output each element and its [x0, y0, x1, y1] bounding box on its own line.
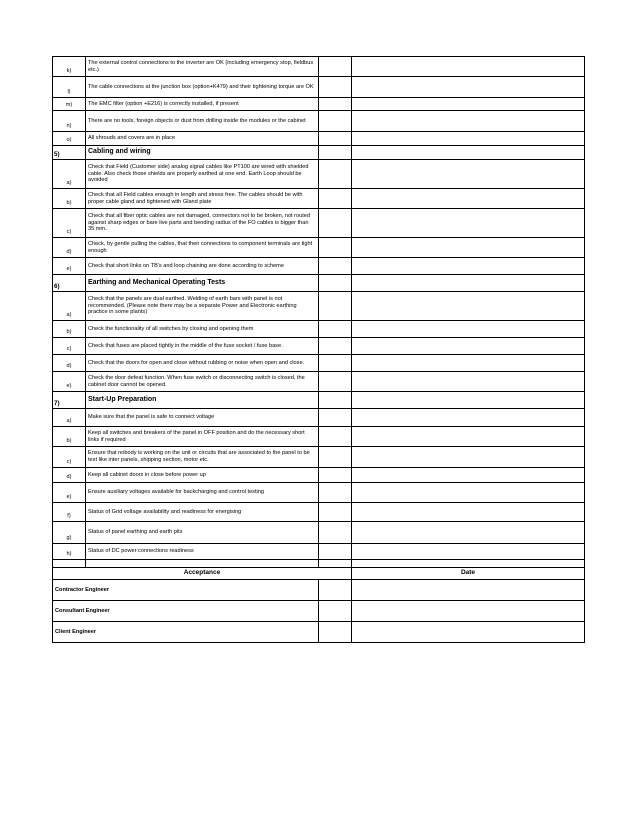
status-cell[interactable] [319, 355, 352, 372]
empty-cell [86, 560, 319, 568]
remarks-cell[interactable] [352, 522, 585, 544]
checklist-row [53, 503, 585, 522]
date-heading: Date [352, 568, 585, 580]
item-description: Status of DC power connections readiness [86, 544, 319, 560]
status-cell[interactable] [319, 238, 352, 258]
item-description: Check that all Field cables enough in length and stress free. The cables should be with proper cable gland and tightened with Gland plate [86, 189, 319, 209]
checklist-row [53, 209, 585, 238]
checklist-row [53, 372, 585, 392]
checklist-row [53, 427, 585, 447]
signer-contractor-signature-cell[interactable] [319, 580, 352, 601]
section-header-row [53, 146, 585, 160]
status-cell[interactable] [319, 209, 352, 238]
checklist-row [53, 132, 585, 146]
status-cell[interactable] [319, 338, 352, 355]
status-cell[interactable] [319, 447, 352, 468]
item-label: d) [53, 468, 86, 483]
item-description: Make sure that the panel is safe to connect voltage [86, 409, 319, 427]
status-cell[interactable] [319, 160, 352, 189]
section-number: 6) [53, 275, 86, 292]
item-label: f) [53, 503, 86, 522]
remarks-cell[interactable] [352, 111, 585, 132]
remarks-cell[interactable] [352, 338, 585, 355]
checklist-row [53, 160, 585, 189]
spacer-row [53, 560, 585, 568]
status-cell[interactable] [319, 146, 352, 160]
section-title: Start-Up Preparation [86, 392, 319, 409]
status-cell[interactable] [319, 189, 352, 209]
checklist-row [53, 355, 585, 372]
status-cell[interactable] [319, 468, 352, 483]
signer-contractor-engineer: Contractor Engineer [53, 580, 319, 601]
status-cell[interactable] [319, 258, 352, 275]
item-label: g) [53, 522, 86, 544]
item-label: c) [53, 338, 86, 355]
item-label: m) [53, 98, 86, 111]
status-cell[interactable] [319, 544, 352, 560]
remarks-cell[interactable] [352, 447, 585, 468]
remarks-cell[interactable] [352, 355, 585, 372]
checklist-row [53, 409, 585, 427]
status-cell[interactable] [319, 275, 352, 292]
item-description: All shrouds and covers are in place [86, 132, 319, 146]
remarks-cell[interactable] [352, 57, 585, 77]
signer-row [53, 601, 585, 622]
status-cell[interactable] [319, 321, 352, 338]
item-description: The EMC filter (option +E216) is correctly installed, if present [86, 98, 319, 111]
item-description: Check that fuses are placed tightly in the middle of the fuse socket / fuse base. [86, 338, 319, 355]
item-label: c) [53, 209, 86, 238]
item-label: d) [53, 355, 86, 372]
section-number: 5) [53, 146, 86, 160]
remarks-cell[interactable] [352, 544, 585, 560]
checklist-row [53, 77, 585, 98]
status-cell[interactable] [319, 57, 352, 77]
status-cell[interactable] [319, 98, 352, 111]
acceptance-header-row [53, 568, 585, 580]
checklist-row [53, 292, 585, 321]
remarks-cell[interactable] [352, 427, 585, 447]
remarks-cell[interactable] [352, 77, 585, 98]
item-label: d) [53, 238, 86, 258]
remarks-cell[interactable] [352, 483, 585, 503]
section-title: Cabling and wiring [86, 146, 319, 160]
item-description: Check that all fiber optic cables are not damaged, connectors not to be broken, not routed against sharp edges or bare live parts and bending radius of the FO cables is bigger than 35 mm. [86, 209, 319, 238]
remarks-cell[interactable] [352, 258, 585, 275]
item-description: There are no tools, foreign objects or dust from drilling inside the modules or the cabinet [86, 111, 319, 132]
status-cell[interactable] [319, 292, 352, 321]
item-label: h) [53, 544, 86, 560]
item-description: Status of Grid voltage availability and readiness for energising [86, 503, 319, 522]
acceptance-heading: Acceptance [53, 568, 352, 580]
section-header-row [53, 275, 585, 292]
item-description: Check, by gentle pulling the cables, that their connections to component terminals are tight enough [86, 238, 319, 258]
status-cell[interactable] [319, 111, 352, 132]
item-description: The external control connections to the inverter are OK (including emergency stop, fieldbus etc.) [86, 57, 319, 77]
checklist-row [53, 238, 585, 258]
signer-client-signature-cell[interactable] [319, 622, 352, 643]
status-cell[interactable] [319, 77, 352, 98]
item-description: The cable connections at the junction box (option+K479) and their tightening torque are OK [86, 77, 319, 98]
remarks-cell[interactable] [352, 292, 585, 321]
remarks-cell[interactable] [352, 372, 585, 392]
signer-contractor-date-cell[interactable] [352, 580, 585, 601]
item-description: Keep all switches and breakers of the panel in OFF position and do the necessary short links if required [86, 427, 319, 447]
remarks-cell[interactable] [352, 238, 585, 258]
signer-consultant-engineer: Consultant Engineer [53, 601, 319, 622]
empty-cell [53, 560, 86, 568]
remarks-cell[interactable] [352, 321, 585, 338]
item-label: b) [53, 321, 86, 338]
checklist-row [53, 544, 585, 560]
checklist-row [53, 57, 585, 77]
status-cell[interactable] [319, 522, 352, 544]
item-label: l) [53, 77, 86, 98]
checklist-row [53, 189, 585, 209]
signer-consultant-signature-cell[interactable] [319, 601, 352, 622]
status-cell[interactable] [319, 483, 352, 503]
signer-client-engineer: Client Engineer [53, 622, 319, 643]
checklist-row [53, 338, 585, 355]
status-cell[interactable] [319, 132, 352, 146]
remarks-cell[interactable] [352, 160, 585, 189]
item-label: b) [53, 427, 86, 447]
checklist-row [53, 447, 585, 468]
item-label: b) [53, 189, 86, 209]
remarks-cell[interactable] [352, 409, 585, 427]
remarks-cell[interactable] [352, 146, 585, 160]
checklist-row [53, 98, 585, 111]
empty-cell [352, 560, 585, 568]
empty-cell [319, 560, 352, 568]
remarks-cell[interactable] [352, 132, 585, 146]
item-description: Keep all cabinet doors in close before power up [86, 468, 319, 483]
remarks-cell[interactable] [352, 189, 585, 209]
checklist-row [53, 111, 585, 132]
remarks-cell[interactable] [352, 209, 585, 238]
remarks-cell[interactable] [352, 503, 585, 522]
status-cell[interactable] [319, 372, 352, 392]
remarks-cell[interactable] [352, 275, 585, 292]
checklist-row [53, 483, 585, 503]
item-description: Check that short links on TB's and loop chaining are done according to scheme [86, 258, 319, 275]
signer-row [53, 622, 585, 643]
status-cell[interactable] [319, 427, 352, 447]
item-description: Check the door defeat function. When fuse switch or disconnecting switch is closed, the cabinet door cannot be opened. [86, 372, 319, 392]
item-label: e) [53, 372, 86, 392]
item-description: Check that the panels are dual earthed. Welding of earth bars with panel is not recommended. (Please note there may be a separate Power and Electronic earthing practice in some plants) [86, 292, 319, 321]
item-label: a) [53, 160, 86, 189]
item-label: o) [53, 132, 86, 146]
checklist-row [53, 468, 585, 483]
signer-consultant-date-cell[interactable] [352, 601, 585, 622]
item-label: e) [53, 258, 86, 275]
checklist-row [53, 258, 585, 275]
item-description: Ensure that nobody is working on the unit or circuits that are associated to the panel to be test like inter panels, shipping section, motor etc. [86, 447, 319, 468]
status-cell[interactable] [319, 503, 352, 522]
checklist-row [53, 522, 585, 544]
item-label: e) [53, 483, 86, 503]
status-cell[interactable] [319, 409, 352, 427]
item-description: Status of panel earthing and earth pits [86, 522, 319, 544]
item-description: Ensure auxiliary voltages available for backcharging and control testing [86, 483, 319, 503]
section-number: 7) [53, 392, 86, 409]
remarks-cell[interactable] [352, 392, 585, 409]
item-label: c) [53, 447, 86, 468]
item-label: k) [53, 57, 86, 77]
item-description: Check that the doors for open and close without rubbing or noise when open and close. [86, 355, 319, 372]
signer-row [53, 580, 585, 601]
signer-client-date-cell[interactable] [352, 622, 585, 643]
status-cell[interactable] [319, 392, 352, 409]
item-description: Check the functionality of all switches by closing and opening them [86, 321, 319, 338]
remarks-cell[interactable] [352, 468, 585, 483]
checklist-row [53, 321, 585, 338]
item-label: a) [53, 409, 86, 427]
item-label: a) [53, 292, 86, 321]
section-title: Earthing and Mechanical Operating Tests [86, 275, 319, 292]
item-description: Check that Field (Customer side) analog signal cables like PT100 are wired with shielded cable. Also check those shields are properly earthed at one end. Earth Loop should be avoided [86, 160, 319, 189]
commissioning-checklist-table [52, 56, 585, 643]
remarks-cell[interactable] [352, 98, 585, 111]
section-header-row [53, 392, 585, 409]
item-label: n) [53, 111, 86, 132]
